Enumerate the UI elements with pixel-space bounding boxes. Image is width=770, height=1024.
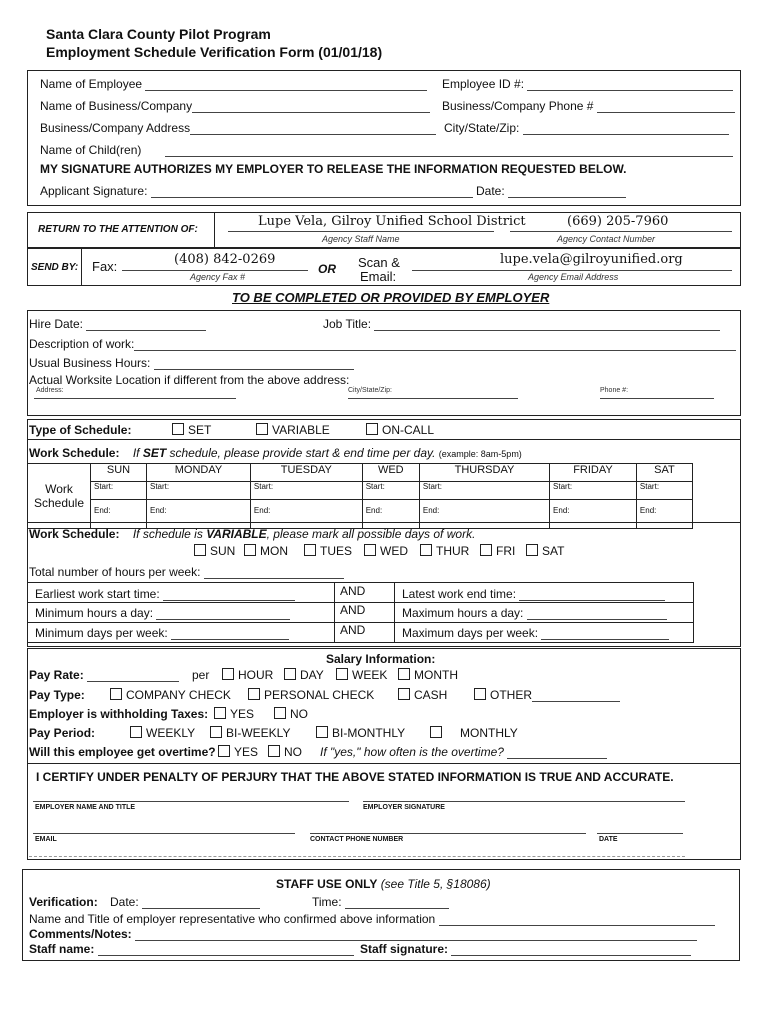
business-phone-field[interactable]: Business/Company Phone #	[442, 99, 735, 113]
form-subtitle: Employment Schedule Verification Form (01/01/18)	[46, 44, 383, 60]
agency-contact-number: (669) 205-7960	[567, 214, 669, 229]
checkbox-icon	[256, 423, 268, 435]
employer-name-line[interactable]	[33, 801, 349, 802]
schedule-oncall-checkbox[interactable]: ON-CALL	[366, 423, 434, 437]
employer-section-heading: TO BE COMPLETED OR PROVIDED BY EMPLOYER	[232, 290, 550, 305]
checkbox-icon	[366, 423, 378, 435]
per-label: per	[192, 668, 210, 682]
agency-contact-caption: Agency Contact Number	[557, 234, 656, 244]
overtime-yes-checkbox[interactable]: YES	[218, 745, 258, 759]
rate-day-checkbox[interactable]: DAY	[284, 668, 324, 682]
worksite-address-label: Address:	[36, 387, 64, 394]
schedule-type-label: Type of Schedule:	[29, 423, 132, 437]
email-label: Email:	[360, 269, 397, 284]
rate-month-checkbox[interactable]: MONTH	[398, 668, 458, 682]
variable-day-tues[interactable]: TUES	[304, 544, 352, 558]
employer-email-label: EMAIL	[35, 836, 57, 843]
business-hours-field[interactable]: Usual Business Hours:	[29, 356, 354, 370]
worksite-city-label: City/State/Zip:	[348, 387, 392, 394]
friday-start-cell[interactable]: Start:	[550, 482, 637, 500]
variable-day-sun[interactable]: SUN	[194, 544, 235, 558]
checkbox-icon	[304, 544, 316, 556]
employer-signature-line[interactable]	[363, 801, 685, 802]
type-other-checkbox[interactable]: OTHER	[474, 688, 620, 702]
sat-start-cell[interactable]: Start:	[636, 482, 692, 500]
checkbox-icon	[172, 423, 184, 435]
day-header-monday: MONDAY	[147, 464, 251, 482]
overtime-no-checkbox[interactable]: NO	[268, 745, 302, 759]
checkbox-icon	[336, 668, 348, 680]
employer-email-line[interactable]	[33, 833, 295, 834]
divider	[27, 763, 741, 764]
thursday-start-cell[interactable]: Start:	[419, 482, 549, 500]
checkbox-icon	[398, 668, 410, 680]
variable-day-thur[interactable]: THUR	[420, 544, 469, 558]
pay-type-label: Pay Type:	[29, 688, 85, 702]
period-monthly-checkbox[interactable]: MONTHLY	[430, 726, 518, 740]
checkbox-icon	[284, 668, 296, 680]
contact-phone-line[interactable]	[310, 833, 586, 834]
pay-period-label: Pay Period:	[29, 726, 96, 740]
divider	[334, 582, 335, 643]
checkbox-icon	[480, 544, 492, 556]
verification-label: Verification:	[29, 895, 98, 909]
checkbox-icon	[526, 544, 538, 556]
staff-signature-field[interactable]: Staff signature:	[360, 942, 691, 956]
checkbox-icon	[420, 544, 432, 556]
work-schedule-row-label: Work Schedule	[28, 464, 91, 529]
checkbox-icon	[218, 745, 230, 757]
monday-start-cell[interactable]: Start:	[147, 482, 251, 500]
type-personal-check-checkbox[interactable]: PERSONAL CHECK	[248, 688, 374, 702]
overtime-label: Will this employee get overtime?	[29, 745, 216, 759]
period-bimonthly-checkbox[interactable]: BI-MONTHLY	[316, 726, 405, 740]
sun-start-cell[interactable]: Start:	[91, 482, 147, 500]
variable-day-sat[interactable]: SAT	[526, 544, 564, 558]
city-state-zip-field[interactable]: City/State/Zip:	[444, 121, 729, 135]
description-field[interactable]: Description of work:	[29, 337, 736, 351]
pay-rate-field[interactable]: Pay Rate:	[29, 668, 179, 682]
fax-line	[122, 270, 308, 271]
salary-heading: Salary Information:	[326, 652, 436, 666]
checkbox-icon	[274, 707, 286, 719]
checkbox-icon	[214, 707, 226, 719]
tuesday-end-cell[interactable]: End:	[250, 500, 362, 529]
divider	[394, 582, 395, 643]
checkbox-icon	[248, 688, 260, 700]
form-title: Santa Clara County Pilot Program	[46, 26, 271, 42]
divider	[29, 856, 685, 857]
checkbox-icon	[222, 668, 234, 680]
employer-name-label: EMPLOYER NAME AND TITLE	[35, 804, 136, 811]
job-title-field[interactable]: Job Title:	[323, 317, 720, 331]
employee-id-field[interactable]: Employee ID #:	[442, 77, 733, 91]
verification-date-field[interactable]: Date:	[110, 895, 260, 909]
checkbox-icon	[244, 544, 256, 556]
business-name-field[interactable]: Name of Business/Company	[40, 99, 430, 113]
thursday-end-cell[interactable]: End:	[419, 500, 549, 529]
work-schedule-table	[27, 463, 693, 529]
checkbox-icon	[364, 544, 376, 556]
checkbox-icon	[398, 688, 410, 700]
checkbox-icon	[194, 544, 206, 556]
hire-date-field[interactable]: Hire Date:	[29, 317, 206, 331]
applicant-signature-field[interactable]: Applicant Signature:	[40, 184, 473, 198]
sat-end-cell[interactable]: End:	[636, 500, 692, 529]
agency-fax: (408) 842-0269	[174, 252, 276, 267]
divider	[27, 522, 741, 523]
schedule-set-checkbox[interactable]: SET	[172, 423, 211, 437]
day-header-friday: FRIDAY	[550, 464, 637, 482]
checkbox-icon	[430, 726, 442, 738]
certify-statement: I CERTIFY UNDER PENALTY OF PERJURY THAT THE ABOVE STATED INFORMATION IS TRUE AND ACCURATE.	[36, 770, 674, 784]
and-label-1: AND	[340, 584, 366, 598]
scan-label: Scan &	[358, 255, 400, 270]
worksite-label: Actual Worksite Location if different from the above address:	[29, 373, 350, 387]
checkbox-icon	[474, 688, 486, 700]
send-by-label: SEND BY:	[31, 262, 79, 273]
wed-end-cell[interactable]: End:	[362, 500, 419, 529]
worksite-city-line[interactable]	[348, 398, 518, 399]
agency-fax-caption: Agency Fax #	[190, 272, 246, 282]
comments-field[interactable]: Comments/Notes:	[29, 927, 697, 941]
worksite-phone-line[interactable]	[600, 398, 714, 399]
day-header-sat: SAT	[636, 464, 692, 482]
latest-end-field[interactable]: Latest work end time:	[402, 587, 665, 601]
contact-phone-label: CONTACT PHONE NUMBER	[310, 836, 404, 843]
monday-end-cell[interactable]: End:	[147, 500, 251, 529]
day-header-tuesday: TUESDAY	[250, 464, 362, 482]
staff-name-line	[228, 231, 494, 232]
agency-staff-caption: Agency Staff Name	[322, 234, 400, 244]
verification-time-field[interactable]: Time:	[312, 895, 449, 909]
or-label: OR	[318, 262, 336, 276]
staff-use-heading: STAFF USE ONLY (see Title 5, §18086)	[276, 877, 491, 891]
friday-end-cell[interactable]: End:	[550, 500, 637, 529]
checkbox-icon	[130, 726, 142, 738]
day-header-sun: SUN	[91, 464, 147, 482]
sun-end-cell[interactable]: End:	[91, 500, 147, 529]
earliest-start-field[interactable]: Earliest work start time:	[35, 587, 295, 601]
variable-day-fri[interactable]: FRI	[480, 544, 515, 558]
worksite-phone-label: Phone #:	[600, 387, 629, 394]
fax-label: Fax:	[92, 259, 118, 274]
type-cash-checkbox[interactable]: CASH	[398, 688, 447, 702]
min-days-field[interactable]: Minimum days per week:	[35, 626, 289, 640]
agency-email: lupe.vela@gilroyunified.org	[500, 252, 683, 267]
return-to-label: RETURN TO THE ATTENTION OF:	[38, 224, 198, 235]
withholding-label: Employer is withholding Taxes:	[29, 707, 209, 721]
divider	[27, 439, 741, 440]
and-label-3: AND	[340, 623, 366, 637]
agency-staff-name: Lupe Vela, Gilroy Unified School District	[258, 214, 526, 229]
variable-day-mon[interactable]: MON	[244, 544, 288, 558]
withholding-yes-checkbox[interactable]: YES	[214, 707, 254, 721]
overtime-frequency-field[interactable]: If "yes," how often is the overtime?	[320, 745, 607, 759]
max-days-field[interactable]: Maximum days per week:	[402, 626, 669, 640]
set-schedule-instruction: Work Schedule: If SET schedule, please provide start & end time per day. (example: 8am-5pm)	[29, 446, 522, 460]
rate-week-checkbox[interactable]: WEEK	[336, 668, 387, 682]
employer-signature-label: EMPLOYER SIGNATURE	[363, 804, 445, 811]
min-hours-field[interactable]: Minimum hours a day:	[35, 606, 290, 620]
applicant-date-field[interactable]: Date:	[476, 184, 626, 198]
and-label-2: AND	[340, 603, 366, 617]
withholding-no-checkbox[interactable]: NO	[274, 707, 308, 721]
authorization-text: MY SIGNATURE AUTHORIZES MY EMPLOYER TO RELEASE THE INFORMATION REQUESTED BELOW.	[40, 162, 627, 176]
max-hours-field[interactable]: Maximum hours a day:	[402, 606, 667, 620]
contact-number-line	[510, 231, 732, 232]
checkbox-icon	[210, 726, 222, 738]
staff-name-field[interactable]: Staff name:	[29, 942, 354, 956]
checkbox-icon	[316, 726, 328, 738]
total-hours-field[interactable]: Total number of hours per week:	[29, 565, 344, 579]
schedule-variable-checkbox[interactable]: VARIABLE	[256, 423, 330, 437]
certify-date-label: DATE	[599, 836, 618, 843]
business-address-field[interactable]: Business/Company Address	[40, 121, 436, 135]
period-biweekly-checkbox[interactable]: BI-WEEKLY	[210, 726, 290, 740]
checkbox-icon	[268, 745, 280, 757]
variable-schedule-instruction: Work Schedule: If schedule is VARIABLE, please mark all possible days of work.	[29, 527, 476, 541]
employee-name-field[interactable]: Name of Employee	[40, 77, 427, 91]
worksite-address-line[interactable]	[34, 398, 236, 399]
day-header-thursday: THURSDAY	[419, 464, 549, 482]
type-company-check-checkbox[interactable]: COMPANY CHECK	[110, 688, 231, 702]
rate-hour-checkbox[interactable]: HOUR	[222, 668, 273, 682]
day-header-wed: WED	[362, 464, 419, 482]
variable-day-wed[interactable]: WED	[364, 544, 408, 558]
wed-start-cell[interactable]: Start:	[362, 482, 419, 500]
agency-email-caption: Agency Email Address	[528, 272, 619, 282]
certify-date-line[interactable]	[597, 833, 683, 834]
period-weekly-checkbox[interactable]: WEEKLY	[130, 726, 195, 740]
representative-field[interactable]: Name and Title of employer representative who confirmed above information	[29, 912, 715, 926]
checkbox-icon	[110, 688, 122, 700]
tuesday-start-cell[interactable]: Start:	[250, 482, 362, 500]
email-line	[412, 270, 732, 271]
children-field[interactable]: Name of Child(ren)	[40, 143, 733, 157]
